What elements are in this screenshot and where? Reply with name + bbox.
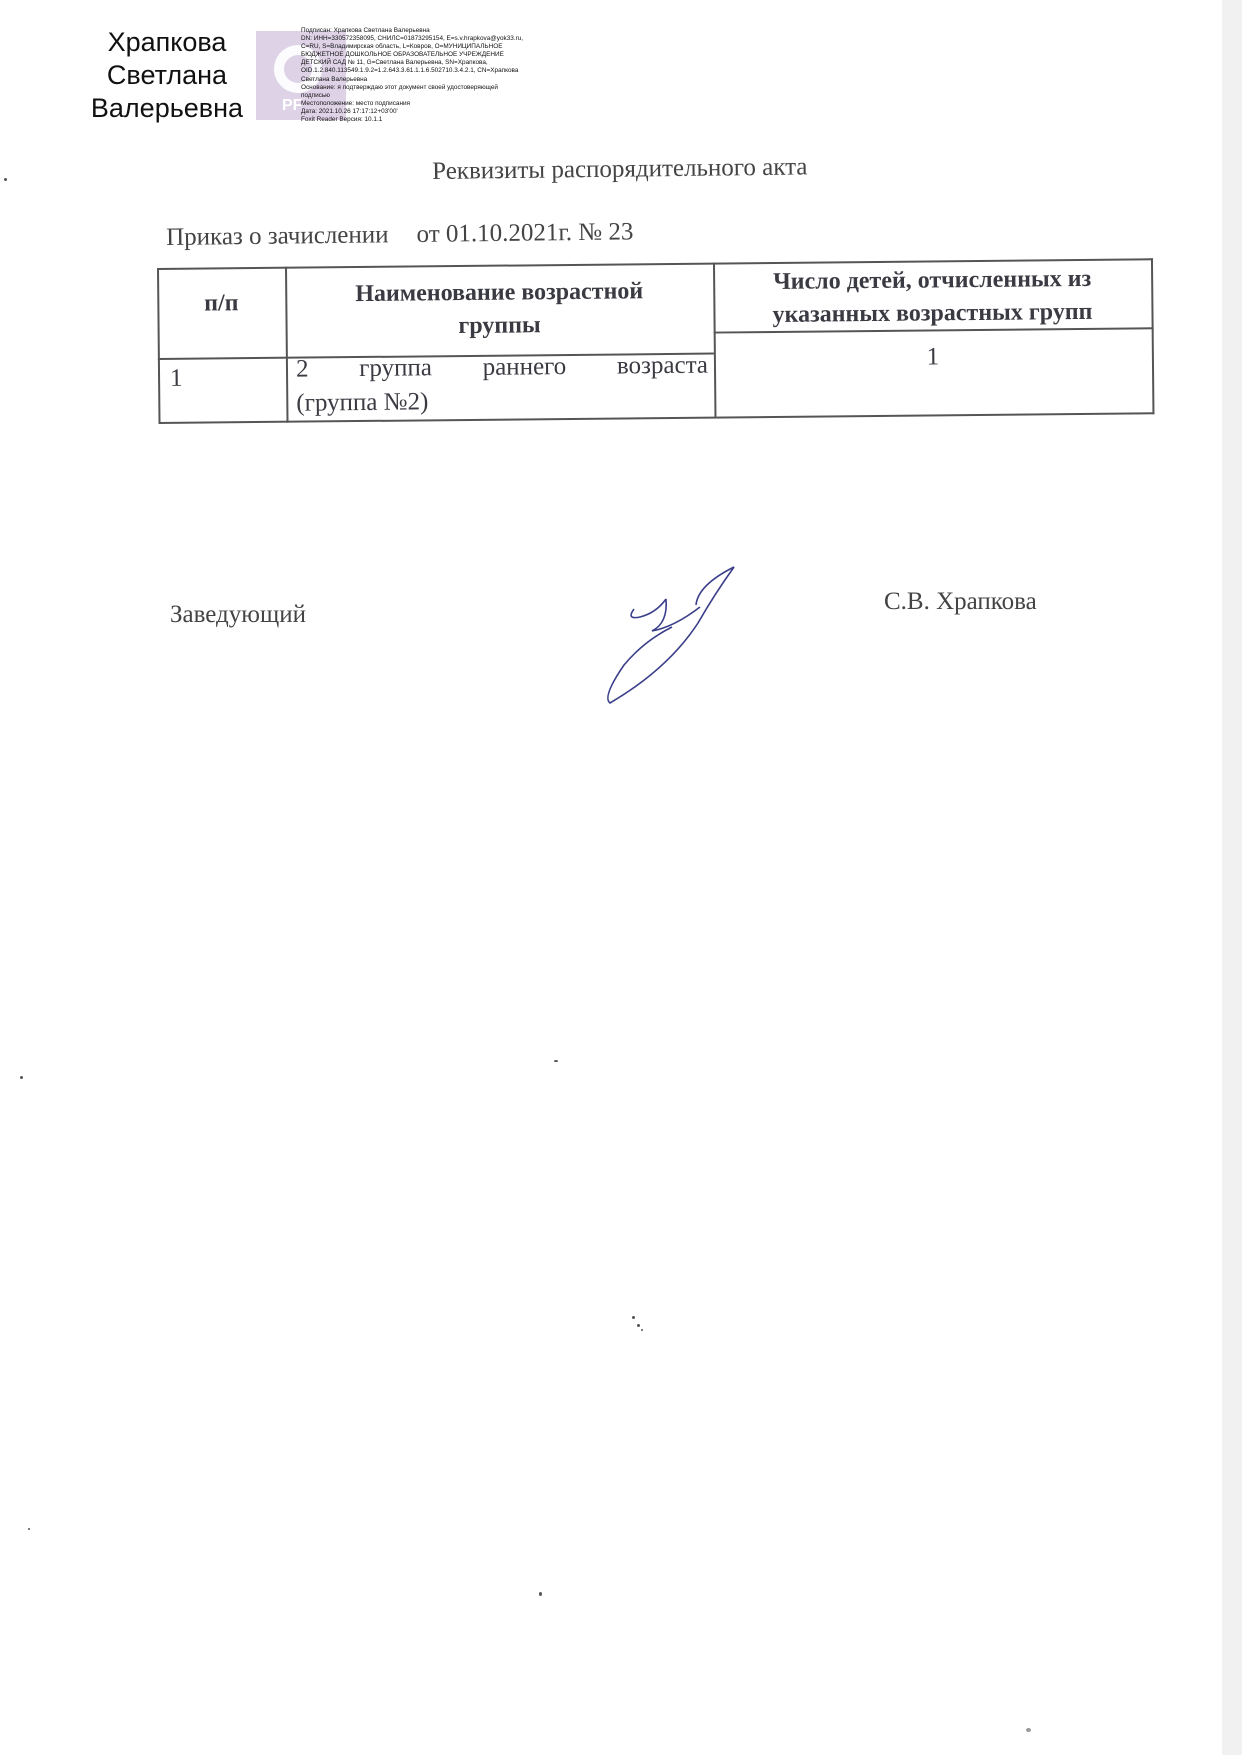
sig-line: Подписан: Храпкова Светлана Валерьевна [301, 27, 430, 34]
sig-line: Дата: 2021.10.26 17:17:12+03'00' [301, 107, 398, 115]
signatory-name: С.В. Храпкова [884, 588, 1037, 615]
handwritten-signature [596, 565, 746, 705]
header-group-name: Наименование возрастной группы [355, 278, 644, 340]
sig-line: подписью [301, 91, 330, 99]
sig-line: OID.1.2.840.113549.1.9.2=1.2.643.3.61.1.1.6.502710.3.4.2.1, CN=Храпкова [301, 67, 519, 75]
header-number: п/п [204, 290, 239, 317]
row-children-count: 1 [926, 343, 940, 371]
digital-signature-details [301, 27, 571, 124]
order-label: Приказ о зачислении [166, 221, 389, 251]
signer-first-name: Светлана [106, 60, 228, 90]
sig-line: Светлана Валерьевна [301, 75, 368, 83]
order-line [166, 217, 726, 252]
sig-line: Foxit Reader Версия: 10.1.1 [301, 116, 383, 124]
scan-speck [4, 178, 7, 181]
sig-line: ДЕТСКИЙ САД № 11, G=Светлана Валерьевна, SN=Храпкова, [301, 59, 488, 67]
sig-line: БЮДЖЕТНОЕ ДОШКОЛЬНОЕ ОБРАЗОВАТЕЛЬНОЕ УЧРЕЖДЕНИЕ [301, 51, 504, 59]
logo-text: PF [282, 97, 303, 114]
groups-table [157, 258, 1154, 424]
header-children-count: Число детей, отчисленных из указанных возрастных групп [772, 265, 1093, 328]
scan-speck [632, 1316, 635, 1319]
sig-line: Местоположение: место подписания [301, 99, 411, 107]
sig-line: Основание: я подтверждаю этот документ своей удостоверяющей [301, 83, 498, 91]
row-number: 1 [169, 364, 183, 392]
signer-patronymic: Валерьевна [90, 93, 244, 123]
order-reference: от 01.10.2021г. № 23 [416, 218, 634, 248]
row-group-name: 2 группа раннего возраста (группа №2) [295, 351, 709, 417]
scan-speck [641, 1329, 643, 1331]
signatory-role: Заведующий [170, 601, 306, 628]
signer-surname: Храпкова [107, 27, 227, 57]
document-title: Реквизиты распорядительного акта [432, 153, 808, 185]
sig-line: DN: ИНН=330572358095, СНИЛС=01873295154, E=s.v.hrapkova@yok33.ru, [301, 35, 524, 43]
table-border-right [1151, 258, 1154, 414]
sig-line: C=RU, S=Владимирская область, L=Ковров, O=МУНИЦИПАЛЬНОЕ [301, 43, 503, 51]
scan-speck [20, 1076, 23, 1079]
scan-speck [28, 1528, 30, 1530]
scan-speck [1026, 1728, 1031, 1732]
scan-speck [539, 1592, 542, 1596]
scan-speck [554, 1060, 558, 1062]
scan-edge [1222, 0, 1242, 1755]
signer-name-block [72, 26, 262, 125]
scan-speck [637, 1324, 640, 1327]
